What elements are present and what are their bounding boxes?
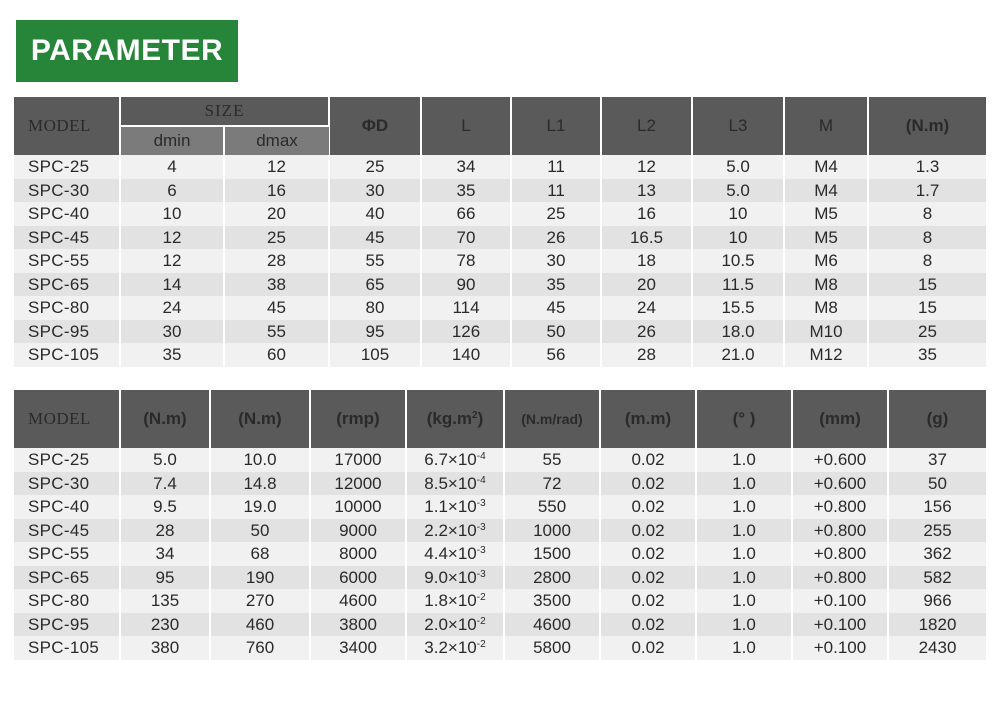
cell-l: 114: [421, 296, 511, 320]
cell-l: 70: [421, 226, 511, 250]
cell-angular: 1.0: [696, 495, 792, 519]
cell-dmin: 12: [120, 249, 224, 273]
cell-m: M6: [784, 249, 868, 273]
cell-weight: 50: [888, 472, 986, 496]
cell-stiffness: 4600: [504, 613, 600, 637]
cell-phi-d: 45: [329, 226, 421, 250]
cell-l2: 18: [601, 249, 692, 273]
cell-angular: 1.0: [696, 448, 792, 472]
header-radial: (m.m): [600, 390, 696, 448]
cell-torque: 15: [868, 296, 986, 320]
cell-l3: 11.5: [692, 273, 784, 297]
cell-stiffness: 1500: [504, 542, 600, 566]
cell-weight: 255: [888, 519, 986, 543]
cell-l1: 11: [511, 155, 601, 179]
cell-speed: 9000: [310, 519, 406, 543]
cell-l3: 15.5: [692, 296, 784, 320]
cell-model: SPC-30: [14, 472, 120, 496]
cell-radial: 0.02: [600, 636, 696, 660]
cell-model: SPC-105: [14, 636, 120, 660]
inertia-base: 6.7×10: [424, 450, 477, 469]
cell-weight: 966: [888, 589, 986, 613]
cell-l3: 10: [692, 226, 784, 250]
cell-speed: 12000: [310, 472, 406, 496]
cell-max: 190: [210, 566, 310, 590]
cell-speed: 6000: [310, 566, 406, 590]
inertia-base: 2.0×10: [424, 614, 477, 634]
header-angular: (° ): [696, 390, 792, 448]
cell-axial: +0.800: [792, 519, 888, 543]
cell-m: M5: [784, 226, 868, 250]
cell-rated: 7.4: [120, 472, 210, 496]
cell-phi-d: 55: [329, 249, 421, 273]
cell-speed: 10000: [310, 495, 406, 519]
cell-l1: 56: [511, 343, 601, 367]
inertia-base: 2.2×10: [424, 520, 477, 540]
cell-dmax: 25: [224, 226, 329, 250]
inertia-exponent: -2: [476, 639, 486, 650]
cell-inertia: [406, 589, 504, 613]
table-row: [14, 448, 986, 472]
cell-l3: 21.0: [692, 343, 784, 367]
header-model: MODEL: [14, 97, 120, 155]
header-inertia-close: ): [477, 409, 484, 428]
header-rated-torque: (N.m): [120, 390, 210, 448]
cell-model: SPC-80: [14, 296, 120, 320]
cell-phi-d: 105: [329, 343, 421, 367]
cell-inertia: [406, 566, 504, 590]
cell-dmin: 24: [120, 296, 224, 320]
table-row: [14, 343, 986, 367]
header-l3: L3: [692, 97, 784, 155]
cell-phi-d: 80: [329, 296, 421, 320]
cell-stiffness: 55: [504, 448, 600, 472]
cell-dmax: 20: [224, 202, 329, 226]
cell-torque: 25: [868, 320, 986, 344]
inertia-base: 9.0×10: [424, 567, 477, 587]
cell-max: 760: [210, 636, 310, 660]
cell-model: SPC-95: [14, 320, 120, 344]
cell-inertia: [406, 448, 504, 472]
cell-model: SPC-55: [14, 542, 120, 566]
cell-weight: 582: [888, 566, 986, 590]
cell-angular: 1.0: [696, 542, 792, 566]
cell-dmin: 14: [120, 273, 224, 297]
header-dmax: dmax: [224, 126, 329, 155]
cell-dmax: 45: [224, 296, 329, 320]
cell-l1: 30: [511, 249, 601, 273]
cell-inertia: [406, 519, 504, 543]
cell-torque: 15: [868, 273, 986, 297]
cell-rated: 5.0: [120, 448, 210, 472]
cell-radial: 0.02: [600, 613, 696, 637]
cell-torque: 1.7: [868, 179, 986, 203]
cell-dmin: 6: [120, 179, 224, 203]
cell-max: 14.8: [210, 472, 310, 496]
cell-weight: 2430: [888, 636, 986, 660]
cell-rated: 95: [120, 566, 210, 590]
cell-l3: 10.5: [692, 249, 784, 273]
parameter-badge: PARAMETER: [16, 20, 238, 82]
inertia-exponent: -4: [476, 451, 486, 462]
cell-max: 10.0: [210, 448, 310, 472]
cell-dmin: 35: [120, 343, 224, 367]
cell-model: SPC-25: [14, 448, 120, 472]
cell-max: 50: [210, 519, 310, 543]
cell-dmin: 30: [120, 320, 224, 344]
table-row: [14, 179, 986, 203]
inertia-exponent: -4: [476, 474, 486, 486]
cell-l2: 13: [601, 179, 692, 203]
cell-inertia: [406, 613, 504, 637]
header-inertia: [406, 390, 504, 448]
cell-phi-d: 65: [329, 273, 421, 297]
cell-radial: 0.02: [600, 472, 696, 496]
cell-angular: 1.0: [696, 566, 792, 590]
cell-l: 140: [421, 343, 511, 367]
cell-model: SPC-65: [14, 566, 120, 590]
cell-rated: 28: [120, 519, 210, 543]
cell-l2: 16.5: [601, 226, 692, 250]
cell-l3: 5.0: [692, 155, 784, 179]
cell-stiffness: 2800: [504, 566, 600, 590]
cell-l1: 45: [511, 296, 601, 320]
cell-l2: 24: [601, 296, 692, 320]
header-max-torque: (N.m): [210, 390, 310, 448]
cell-model: SPC-45: [14, 519, 120, 543]
inertia-exponent: -3: [476, 521, 486, 533]
header-model: MODEL: [14, 390, 120, 448]
header-l: L: [421, 97, 511, 155]
cell-l3: 5.0: [692, 179, 784, 203]
cell-stiffness: 72: [504, 472, 600, 496]
cell-axial: +0.100: [792, 636, 888, 660]
cell-l: 126: [421, 320, 511, 344]
table-row: [14, 589, 986, 613]
cell-model: SPC-30: [14, 179, 120, 203]
cell-dmax: 60: [224, 343, 329, 367]
cell-model: SPC-80: [14, 589, 120, 613]
cell-max: 68: [210, 542, 310, 566]
cell-radial: 0.02: [600, 589, 696, 613]
cell-l1: 11: [511, 179, 601, 203]
cell-weight: 362: [888, 542, 986, 566]
cell-angular: 1.0: [696, 519, 792, 543]
cell-dmax: 55: [224, 320, 329, 344]
header-size: SIZE: [120, 97, 329, 126]
cell-radial: 0.02: [600, 566, 696, 590]
cell-l3: 10: [692, 202, 784, 226]
cell-l1: 25: [511, 202, 601, 226]
cell-radial: 0.02: [600, 448, 696, 472]
cell-max: 460: [210, 613, 310, 637]
cell-axial: +0.800: [792, 542, 888, 566]
cell-rated: 230: [120, 613, 210, 637]
inertia-exponent: -2: [476, 615, 486, 627]
cell-dmax: 28: [224, 249, 329, 273]
cell-stiffness: 3500: [504, 589, 600, 613]
header-m: M: [784, 97, 868, 155]
cell-model: SPC-45: [14, 226, 120, 250]
cell-l2: 26: [601, 320, 692, 344]
header-speed: (rmp): [310, 390, 406, 448]
cell-phi-d: 40: [329, 202, 421, 226]
inertia-base: 1.1×10: [424, 497, 477, 516]
cell-torque: 1.3: [868, 155, 986, 179]
inertia-base: 1.8×10: [424, 591, 477, 610]
inertia-exponent: -3: [476, 545, 486, 556]
header-torque: (N.m): [868, 97, 986, 155]
table-row: [14, 472, 986, 496]
cell-model: SPC-95: [14, 613, 120, 637]
cell-dmin: 4: [120, 155, 224, 179]
cell-l1: 26: [511, 226, 601, 250]
table-row: [14, 542, 986, 566]
cell-l: 34: [421, 155, 511, 179]
table-row: [14, 249, 986, 273]
cell-l3: 18.0: [692, 320, 784, 344]
table-row: [14, 636, 986, 660]
table-row: [14, 226, 986, 250]
cell-l: 35: [421, 179, 511, 203]
cell-dmin: 10: [120, 202, 224, 226]
cell-phi-d: 30: [329, 179, 421, 203]
cell-rated: 380: [120, 636, 210, 660]
cell-l2: 20: [601, 273, 692, 297]
cell-inertia: [406, 636, 504, 660]
header-stiffness: (N.m/rad): [504, 390, 600, 448]
cell-dmin: 12: [120, 226, 224, 250]
cell-m: M4: [784, 155, 868, 179]
cell-stiffness: 1000: [504, 519, 600, 543]
cell-angular: 1.0: [696, 613, 792, 637]
cell-torque: 8: [868, 226, 986, 250]
cell-axial: +0.800: [792, 566, 888, 590]
header-axial: (mm): [792, 390, 888, 448]
cell-radial: 0.02: [600, 495, 696, 519]
cell-phi-d: 25: [329, 155, 421, 179]
cell-inertia: [406, 542, 504, 566]
cell-model: SPC-25: [14, 155, 120, 179]
cell-axial: +0.100: [792, 613, 888, 637]
cell-stiffness: 5800: [504, 636, 600, 660]
cell-m: M12: [784, 343, 868, 367]
cell-l: 66: [421, 202, 511, 226]
table-row: [14, 273, 986, 297]
inertia-base: 8.5×10: [424, 473, 477, 493]
cell-rated: 34: [120, 542, 210, 566]
table-row: [14, 519, 986, 543]
cell-weight: 37: [888, 448, 986, 472]
header-inertia-unit: (kg.m: [426, 409, 473, 428]
cell-m: M8: [784, 296, 868, 320]
cell-l1: 35: [511, 273, 601, 297]
cell-model: SPC-105: [14, 343, 120, 367]
dimension-table: [14, 97, 986, 367]
header-inertia-exp: 2: [472, 410, 478, 421]
cell-dmax: 12: [224, 155, 329, 179]
cell-axial: +0.100: [792, 589, 888, 613]
cell-l1: 50: [511, 320, 601, 344]
cell-l: 90: [421, 273, 511, 297]
cell-m: M10: [784, 320, 868, 344]
cell-speed: 3400: [310, 636, 406, 660]
cell-dmax: 38: [224, 273, 329, 297]
cell-stiffness: 550: [504, 495, 600, 519]
table-row: [14, 566, 986, 590]
cell-angular: 1.0: [696, 472, 792, 496]
cell-m: M5: [784, 202, 868, 226]
cell-l: 78: [421, 249, 511, 273]
cell-model: SPC-65: [14, 273, 120, 297]
table-row: [14, 202, 986, 226]
cell-rated: 135: [120, 589, 210, 613]
performance-table: [14, 390, 986, 660]
inertia-base: 3.2×10: [424, 638, 477, 657]
cell-model: SPC-40: [14, 202, 120, 226]
cell-radial: 0.02: [600, 542, 696, 566]
cell-max: 270: [210, 589, 310, 613]
cell-axial: +0.600: [792, 472, 888, 496]
inertia-exponent: -3: [476, 568, 486, 580]
cell-m: M8: [784, 273, 868, 297]
cell-inertia: [406, 472, 504, 496]
cell-axial: +0.600: [792, 448, 888, 472]
cell-model: SPC-40: [14, 495, 120, 519]
inertia-base: 4.4×10: [424, 544, 477, 563]
table-row: [14, 495, 986, 519]
cell-speed: 8000: [310, 542, 406, 566]
cell-l2: 28: [601, 343, 692, 367]
header-phi-d: ΦD: [329, 97, 421, 155]
cell-model: SPC-55: [14, 249, 120, 273]
cell-weight: 1820: [888, 613, 986, 637]
table-row: [14, 296, 986, 320]
inertia-exponent: -2: [476, 592, 486, 603]
cell-dmax: 16: [224, 179, 329, 203]
cell-rated: 9.5: [120, 495, 210, 519]
cell-torque: 8: [868, 202, 986, 226]
header-l1: L1: [511, 97, 601, 155]
cell-torque: 8: [868, 249, 986, 273]
cell-speed: 4600: [310, 589, 406, 613]
header-l2: L2: [601, 97, 692, 155]
table-row: [14, 613, 986, 637]
cell-speed: 3800: [310, 613, 406, 637]
cell-weight: 156: [888, 495, 986, 519]
cell-l2: 16: [601, 202, 692, 226]
inertia-exponent: -3: [476, 498, 486, 509]
cell-radial: 0.02: [600, 519, 696, 543]
cell-phi-d: 95: [329, 320, 421, 344]
cell-angular: 1.0: [696, 636, 792, 660]
cell-l2: 12: [601, 155, 692, 179]
header-weight: (g): [888, 390, 986, 448]
table-row: [14, 320, 986, 344]
cell-axial: +0.800: [792, 495, 888, 519]
cell-inertia: [406, 495, 504, 519]
cell-m: M4: [784, 179, 868, 203]
cell-speed: 17000: [310, 448, 406, 472]
table-row: [14, 155, 986, 179]
cell-torque: 35: [868, 343, 986, 367]
cell-angular: 1.0: [696, 589, 792, 613]
cell-max: 19.0: [210, 495, 310, 519]
header-dmin: dmin: [120, 126, 224, 155]
